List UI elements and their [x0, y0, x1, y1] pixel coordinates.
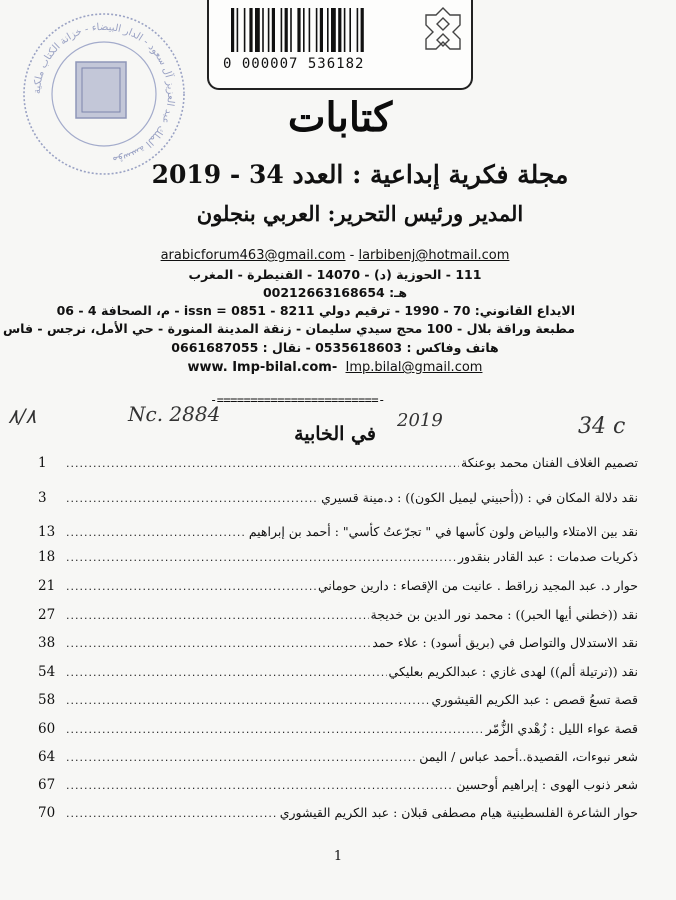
- barcode-bar: [309, 8, 311, 52]
- toc-item-title: ذكريات صدمات : عبد القادر بنقدور: [457, 549, 638, 564]
- toc-leader-dots: [66, 637, 370, 650]
- handwritten-left: ۸/۸: [8, 404, 37, 428]
- toc-leader-dots: [66, 492, 319, 505]
- toc-item-title: نقد بين الامتلاء والبياض ولون كأسها في " تجرّعتُ كأسي" : أحمد بن إبراهيم: [248, 524, 638, 539]
- toc-item-title: حوار د. عبد المجيد زراقط . عانيت من الإقصاء : دارين حوماني: [318, 578, 638, 593]
- stamp-ring-text: مؤسسة الملك عبد العزيز آل سعود - الدار البيضاء - خزانة الكتاب ملكية: [31, 21, 177, 166]
- barcode-label: [207, 0, 473, 90]
- toc-item[interactable]: [38, 490, 638, 512]
- handwritten-right: 34 c: [578, 414, 626, 439]
- handwritten-year: 2019: [397, 410, 443, 431]
- phone-line: هـ: 00212663168654: [262, 285, 408, 300]
- toc-item-title: تصميم الغلاف الفنان محمد بوعنكة: [461, 455, 638, 470]
- barcode-bar: [290, 8, 292, 52]
- toc-item-page: 67: [38, 777, 56, 793]
- toc-item-page: 60: [38, 721, 56, 737]
- toc-leader-dots: [66, 551, 456, 564]
- separator-line: -========================-: [210, 393, 385, 407]
- toc-heading: في الخابية: [294, 423, 376, 445]
- toc-leader-dots: [66, 723, 484, 736]
- barcode-bar: [357, 8, 359, 52]
- toc-item-page: 3: [38, 490, 47, 506]
- toc-item-title: قصة عواء الليل : زُهْدي الزُّمّر: [485, 721, 638, 736]
- barcode-bar: [327, 8, 329, 52]
- barcode-bar: [244, 8, 246, 52]
- toc-item-title: نقد الاستدلال والتواصل في (بريق أسود) : علاء حمد: [372, 635, 638, 650]
- barcode-bar: [349, 8, 351, 52]
- toc-item-page: 27: [38, 607, 56, 623]
- toc-item-title: شعر ذنوب الهوى : إبراهيم أوحسين: [456, 777, 638, 792]
- toc-item-page: 1: [38, 455, 47, 471]
- toc-item[interactable]: [38, 805, 638, 827]
- toc-item-page: 21: [38, 578, 56, 594]
- barcode-bar: [361, 8, 364, 52]
- toc-item-title: نقد دلالة المكان في : ((أحبيني ليميل الكون)) : د.مينة قسيري: [321, 490, 638, 505]
- email-link-2[interactable]: larbibenj@hotmail.com: [358, 248, 510, 263]
- toc-item[interactable]: [38, 749, 638, 771]
- toc-item[interactable]: [38, 578, 638, 600]
- toc-item[interactable]: [38, 549, 638, 571]
- toc-item[interactable]: [38, 777, 638, 799]
- website-link[interactable]: www. Imp-bilal.com-: [187, 360, 338, 375]
- barcode-bar: [255, 8, 260, 52]
- barcode-bar: [231, 8, 234, 52]
- contact-emails: [95, 248, 575, 263]
- barcode-bar: [338, 8, 341, 52]
- barcode-bar: [262, 8, 264, 52]
- toc-item[interactable]: [38, 455, 638, 477]
- editor-line: المدير ورئيس التحرير: العربي بنجلون: [196, 201, 524, 226]
- barcode-bar: [268, 8, 270, 52]
- toc-leader-dots: [66, 609, 369, 622]
- toc-item[interactable]: [38, 524, 638, 546]
- barcode-bar: [272, 8, 275, 52]
- library-emblem-icon: [423, 6, 463, 52]
- toc-item-title: شعر نبوءات، القصيدة..أحمد عباس / اليمن: [419, 749, 638, 764]
- magazine-subtitle: مجلة فكرية إبداعية : العدد 34 - 2019: [151, 160, 569, 189]
- toc-leader-dots: [66, 751, 417, 764]
- barcode-bar: [316, 8, 318, 52]
- magazine-title: كتابات: [287, 94, 393, 141]
- barcode-bar: [303, 8, 305, 52]
- toc-leader-dots: [66, 779, 454, 792]
- toc-item-title: قصة تسعُ قصص : عبد الكريم القيشوري: [431, 692, 638, 707]
- email-separator: -: [345, 248, 359, 263]
- address-line: 111 - الحوزية (د) - 14070 - القنيطرة - المغرب: [188, 267, 482, 282]
- toc-item[interactable]: [38, 607, 638, 629]
- toc-item-page: 58: [38, 692, 56, 708]
- handwritten-ref: Nc. 2884: [128, 402, 221, 426]
- toc-leader-dots: [66, 666, 387, 679]
- toc-item-page: 18: [38, 549, 56, 565]
- library-stamp: [20, 10, 188, 178]
- toc-item[interactable]: [38, 664, 638, 686]
- toc-item[interactable]: [38, 721, 638, 743]
- tel-fax-line: هاتف وفاكس : 0535618603 - نقال : 0661687055: [171, 340, 499, 355]
- toc-leader-dots: [66, 807, 278, 820]
- toc-item[interactable]: [38, 635, 638, 657]
- barcode-bar: [237, 8, 239, 52]
- toc-item-title: نقد ((خطني أيها الحبر)) : محمد نور الدين بن خديجة: [370, 607, 638, 622]
- barcode-bar: [285, 8, 288, 52]
- barcode-bar: [320, 8, 323, 52]
- toc-leader-dots: [66, 457, 459, 470]
- toc-leader-dots: [66, 694, 430, 707]
- toc-item-title: حوار الشاعرة الفلسطينية هيام مصطفى قبلان : عبد الكريم القيشوري: [279, 805, 638, 820]
- toc-leader-dots: [66, 526, 247, 539]
- website-line: [95, 360, 575, 375]
- barcode-bar: [344, 8, 346, 52]
- toc-item-title: نقد ((ترتيلة ألم)) لهدى غازي : عبدالكريم بعليكي: [388, 664, 638, 679]
- legal-deposit-line: الايداع القانوني: 70 - 1990 - ترقيم دولي 8211 - issn = 0851 - م، الصحافة 4 - 06: [56, 303, 575, 318]
- printer-line: مطبعة وراقة بلال - 100 محج سيدي سليمان - زنقة المدينة المنورة - حي الأمل، نرجس - فاس: [2, 321, 575, 336]
- barcode-bar: [331, 8, 336, 52]
- toc-item[interactable]: [38, 692, 638, 714]
- barcode-bar: [281, 8, 283, 52]
- stamp-emblem: [76, 62, 126, 118]
- barcode-bars: [231, 8, 413, 52]
- toc-item-page: 54: [38, 664, 56, 680]
- toc-leader-dots: [66, 580, 316, 593]
- barcode-bar: [249, 8, 252, 52]
- toc-item-page: 13: [38, 524, 56, 540]
- barcode-number: 0 000007 536182: [223, 56, 365, 72]
- toc-item-page: 38: [38, 635, 56, 651]
- barcode-bar: [297, 8, 300, 52]
- toc-item-page: 70: [38, 805, 56, 821]
- toc-item-page: 64: [38, 749, 56, 765]
- page-number: 1: [333, 849, 343, 864]
- email-link-1[interactable]: arabicforum463@gmail.com: [160, 248, 346, 263]
- website-email-link[interactable]: Imp.bilal@gmail.com: [345, 360, 483, 375]
